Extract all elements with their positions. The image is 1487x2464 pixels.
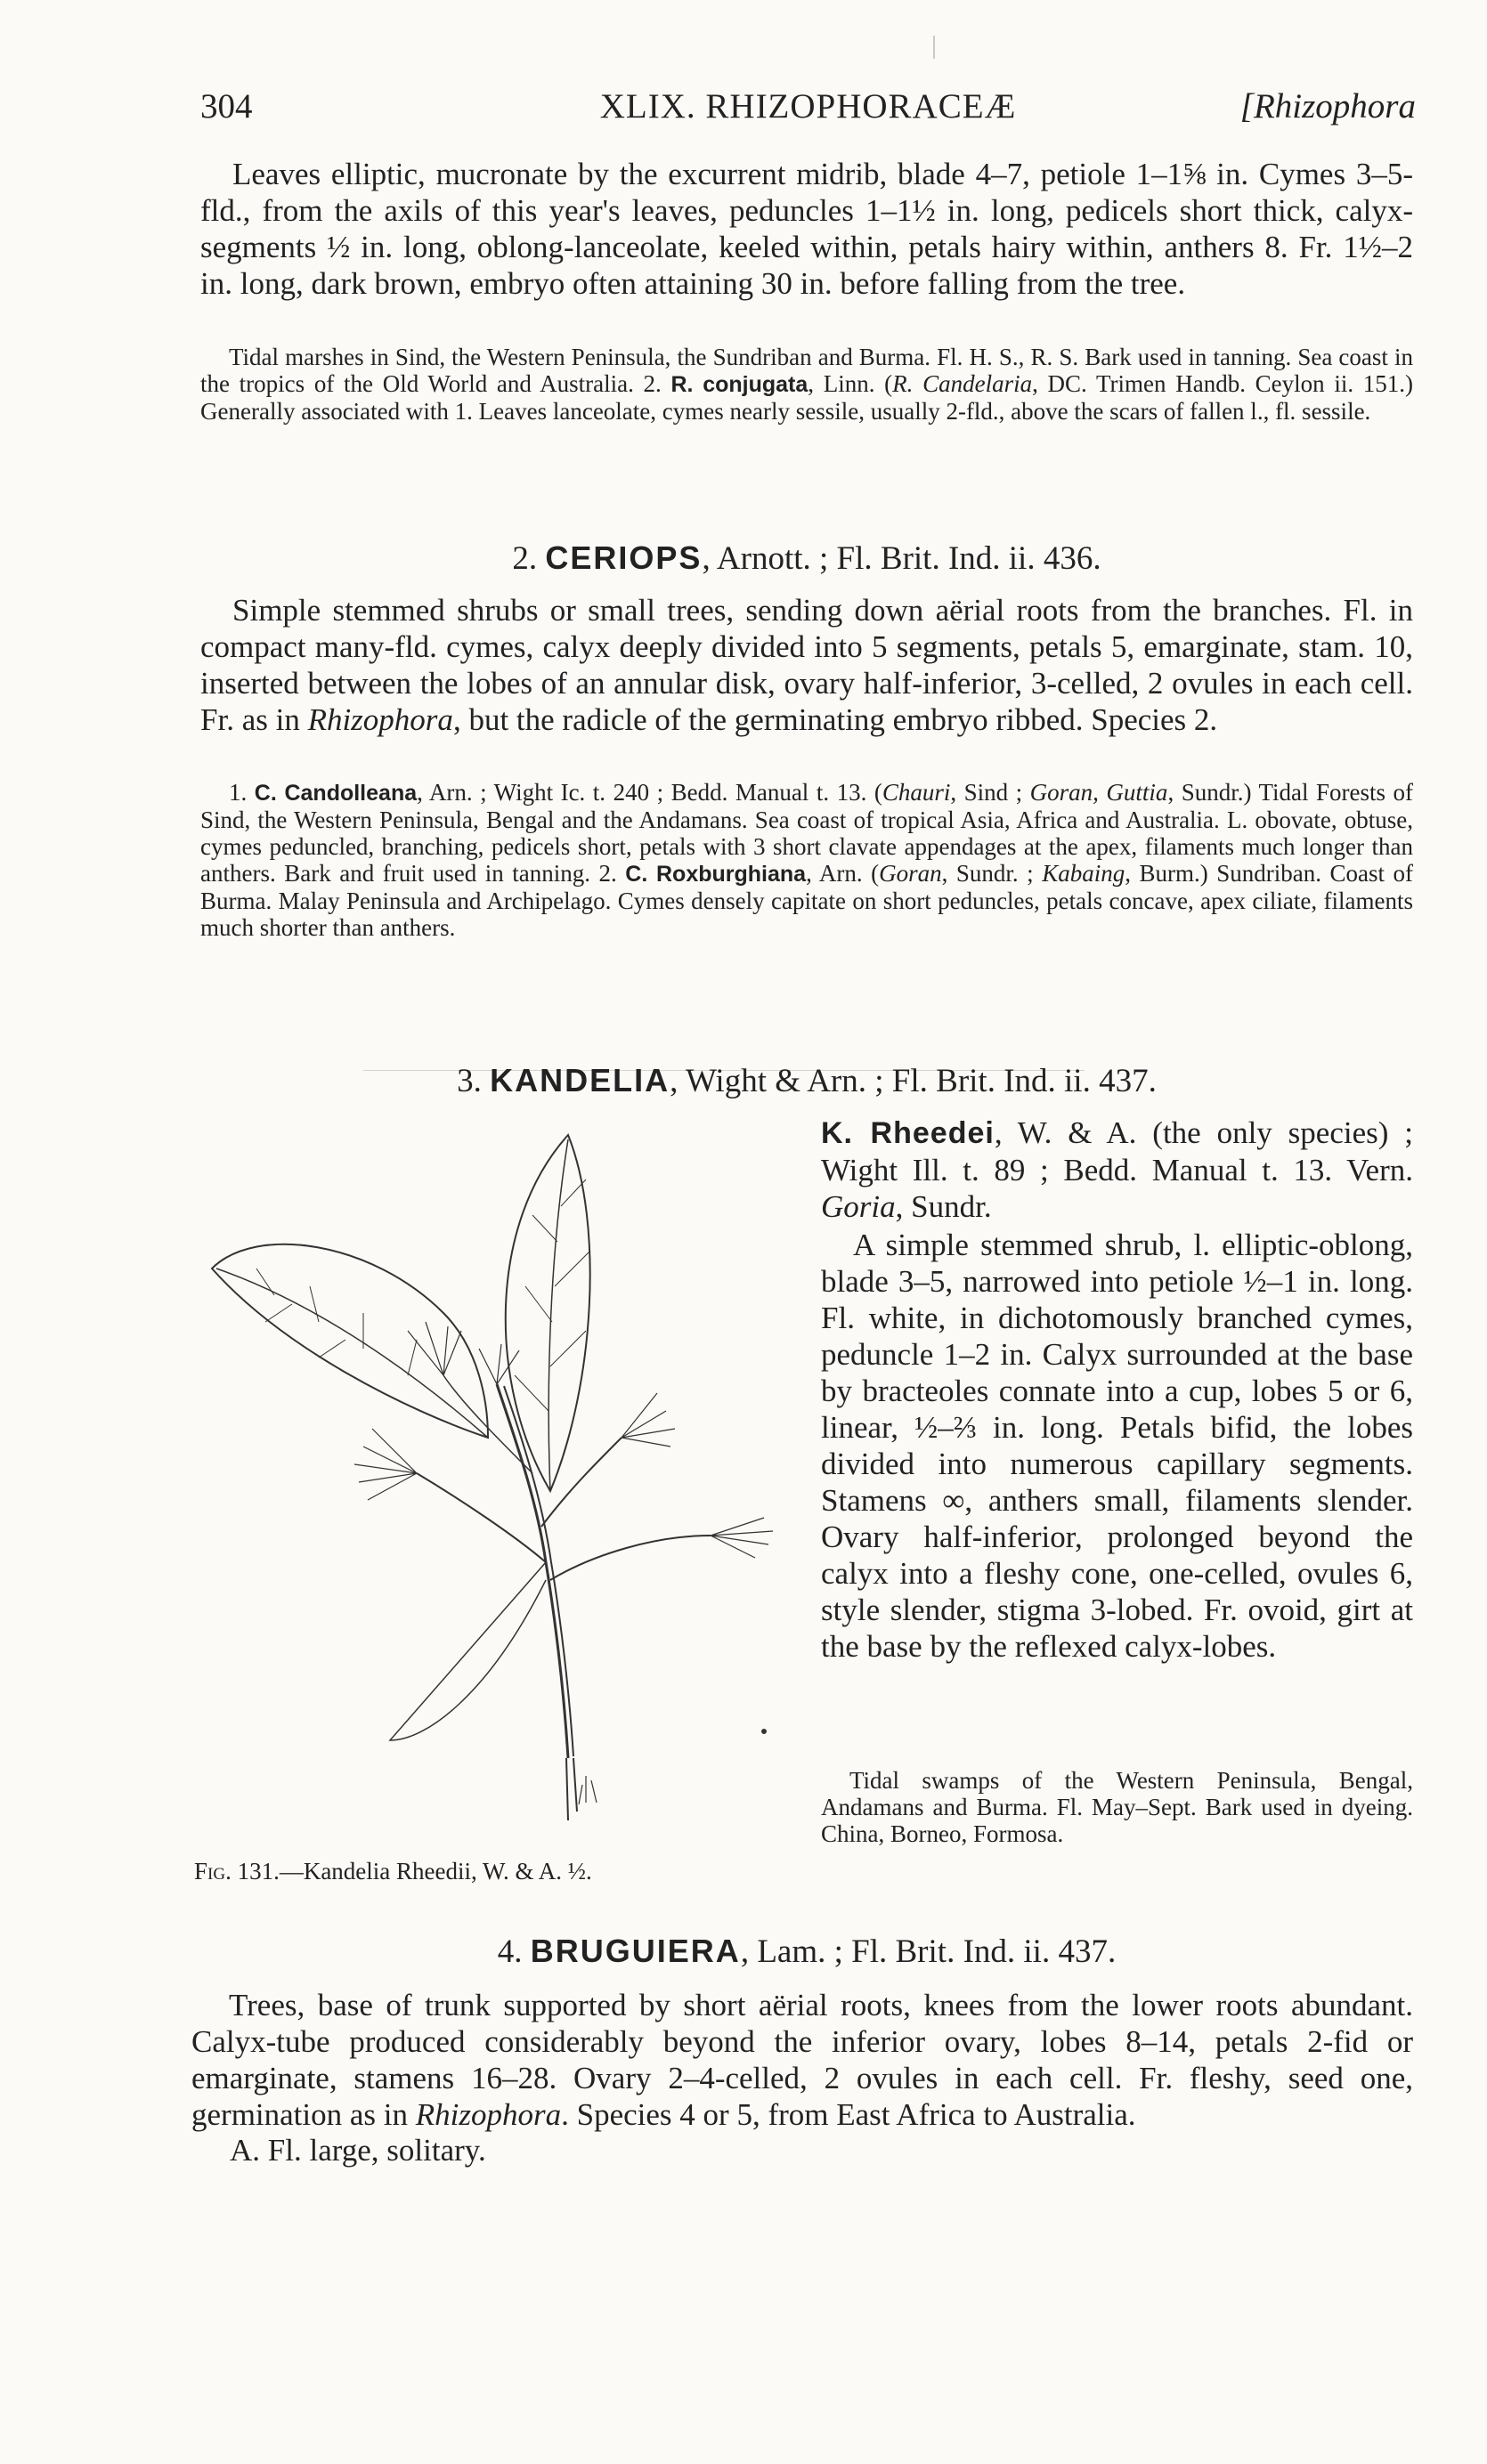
species-name: C. Candolleana xyxy=(254,781,418,806)
synonym: R. Candelaria xyxy=(892,370,1033,397)
genus-name: CERIOPS xyxy=(545,539,703,576)
genus-ref: Rhizophora xyxy=(415,2097,562,2132)
species-epithet: conjugata xyxy=(703,372,809,397)
bruguiera-key-a: A. Fl. large, solitary. xyxy=(230,2133,486,2168)
desc-text: Simple stemmed shrubs or small trees, sending down aërial roots from the branches. Fl. in compact many-fld. cymes, calyx deeply divided into 5 segments, petals 5, emarginate, stam. 10, inserted between the lobes of an annular disk, ovary half-inferior, 3-celled, 2 ovules in each cell. Fr. as in xyxy=(200,593,1413,737)
genus-heading-kandelia xyxy=(200,1061,1413,1101)
vernacular-name: Kabaing xyxy=(1042,860,1125,887)
species-text: , Burm.) Sundriban. Coast of Burma. Malay Peninsula and Archipelago. Cymes densely capitate on short peduncles, petals concave, apex ciliate, filaments much shorter than anthers. xyxy=(200,860,1413,941)
species-text: , W. & A. (the only species) ; Wight Ill. t. 89 ; Bedd. Manual t. 13. Vern. xyxy=(821,1115,1413,1187)
species-text: , Sundr. ; xyxy=(941,860,1043,887)
rhizophora-description: Leaves elliptic, mucronate by the excurrent midrib, blade 4–7, petiole 1–1⅝ in. Cymes 3–5-fld., from the axils of this year's leaves, peduncles 1–1½ in. long, pedicels short thick, calyx-segments ½ in. long, oblong-lanceolate, keeled within, petals hairy within, anthers 8. Fr. 1½–2 in. long, dark brown, embryo often attaining 30 in. before falling from the tree. xyxy=(200,157,1413,301)
vernacular-name: Goran, Guttia xyxy=(1029,779,1168,806)
genus-ref: Rhizophora xyxy=(307,702,453,737)
vernacular-name: Chauri xyxy=(882,779,951,806)
heading-reference: , Lam. ; Fl. Brit. Ind. ii. 437. xyxy=(740,1933,1117,1970)
species-text: , Sundr.) Tidal Forests of Sind, the Western Peninsula, Bengal and the Andamans. Sea coast of tropical Asia, Africa and Australia. L. obovate, obtuse, cymes peduncled, branching, pedicels short, petals with 3 short clavate appendages at the apex, filaments much longer than anthers. Bark and fruit used in tanning. 2. xyxy=(200,779,1414,887)
species-text: , Sundr. xyxy=(895,1189,992,1224)
figure-label: Fig. 131. xyxy=(194,1858,280,1884)
heading-reference: , Arnott. ; Fl. Brit. Ind. ii. 436. xyxy=(702,540,1101,577)
rhizophora-note xyxy=(200,344,1413,425)
vernacular-name: Goran xyxy=(879,860,942,887)
heading-reference: , Wight & Arn. ; Fl. Brit. Ind. ii. 437. xyxy=(670,1063,1157,1099)
family-title: XLIX. RHIZOPHORACEÆ xyxy=(599,87,1017,126)
species-name: K. Rheedei xyxy=(821,1116,995,1150)
genus-heading-bruguiera xyxy=(200,1932,1413,1972)
branch-drawing-icon xyxy=(194,1117,800,1820)
note-text: , DC. Trimen Handb. Ceylon ii. 151.) Generally associated with 1. Leaves lanceolate, cymes nearly sessile, usually 2-fld., above the scars of fallen l., fl. sessile. xyxy=(200,370,1414,425)
genus-name: KANDELIA xyxy=(490,1062,670,1098)
kandelia-note: Tidal swamps of the Western Peninsula, Bengal, Andamans and Burma. Fl. May–Sept. Bark used in dyeing. China, Borneo, Formosa. xyxy=(821,1767,1413,1847)
desc-text: Trees, base of trunk supported by short aërial roots, knees from the lower roots abundant. Calyx-tube produced considerably beyond the inferior ovary, lobes 8–14, petals 2-fid or emarginate, stamens 16–28. Ovary 2–4-celled, 2 ovules in each cell. Fr. fleshy, seed one, germination as in xyxy=(191,1988,1413,2132)
kandelia-description: A simple stemmed shrub, l. elliptic-oblong, blade 3–5, narrowed into petiole ½–1 in. long. Fl. white, in dichotomously branched cymes, peduncle 1–2 in. Calyx surrounded at the base by bracteoles connate into a cup, lobes 5 or 6, linear, ½–⅔ in. long. Petals bifid, the lobes divided into numerous capillary segments. Stamens ∞, anthers small, filaments slender. Ovary half-inferior, prolonged beyond the calyx into a fleshy cone, one-celled, ovules 6, style slender, stigma 3-lobed. Fr. ovoid, girt at the base by the reflexed calyx-lobes. xyxy=(821,1228,1413,1664)
ceriops-species xyxy=(200,779,1413,941)
heading-number: 3. xyxy=(457,1063,482,1099)
genus-abbr: R. xyxy=(670,372,694,397)
heading-number: 2. xyxy=(512,540,538,577)
species-text: , Arn. ( xyxy=(806,860,880,887)
running-head xyxy=(200,85,1416,130)
margin-mark xyxy=(933,36,935,59)
genus-heading-ceriops xyxy=(200,539,1413,579)
desc-text: , but the radicle of the germinating embryo ribbed. Species 2. xyxy=(452,702,1218,737)
figure-caption xyxy=(194,1858,800,1884)
note-text: , Linn. ( xyxy=(808,370,893,397)
note-text: Tidal marshes in Sind, the Western Peninsula, the Sundriban and Burma. Fl. H. S., R. S. Bark used in tanning. Sea coast in the tropics of the Old World and Australia. 2. xyxy=(200,344,1413,397)
kandelia-species xyxy=(821,1114,1413,1225)
desc-text: . Species 4 or 5, from East Africa to Australia. xyxy=(561,2097,1136,2132)
species-text: , Sind ; xyxy=(950,779,1030,806)
species-number: 1. xyxy=(229,779,248,806)
vernacular-name: Goria xyxy=(821,1189,896,1224)
species-name: C. Roxburghiana xyxy=(625,862,807,887)
ceriops-description xyxy=(200,592,1413,738)
species-text: , Arn. ; Wight Ic. t. 240 ; Bedd. Manual t. 13. ( xyxy=(417,779,882,806)
genus-name: BRUGUIERA xyxy=(530,1933,741,1969)
running-genus: [Rhizophora xyxy=(1239,87,1416,126)
kandelia-illustration xyxy=(194,1117,800,1820)
bruguiera-description xyxy=(191,1987,1413,2133)
heading-number: 4. xyxy=(497,1933,523,1970)
page-number: 304 xyxy=(200,87,253,126)
caption-text: —Kandelia Rheedii, W. & A. ½. xyxy=(279,1858,592,1884)
